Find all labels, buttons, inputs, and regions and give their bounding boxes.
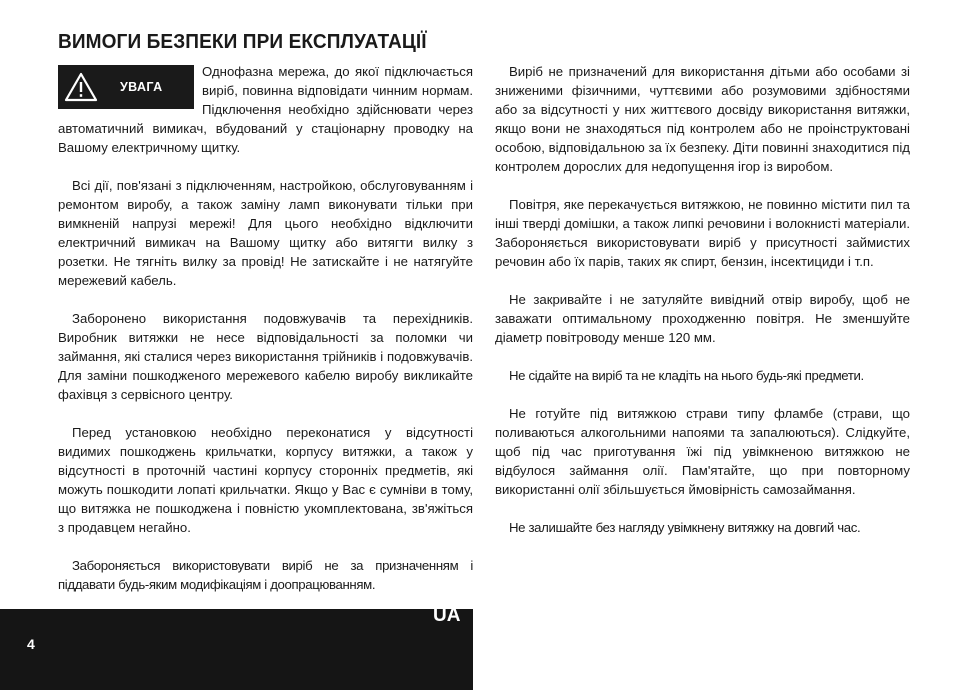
paragraph: Всі дії, пов'язані з підключенням, настройкою, обслуговуванням і ремонтом виробу, а також заміну ламп виконувати тільки при вимкненій напрузі мережі! Для цього необхідно відключити електричний вимикач на Вашому щитку або витягти вилку з розетки. Не тягніть вилку за провід! Не затискайте і не натягуйте мережевий кабель. <box>58 178 473 288</box>
language-code: UA <box>433 605 461 626</box>
paragraph: Не готуйте під витяжкою страви типу фламбе (страви, що поливаються алкогольними напоями та запалюються). Слідкуйте, щоб під час приготування їжі під увімкненою витяжкою не відбулося займання олії. Пам'ятайте, що при повторному використанні олії збільшується ймовірність самозаймання. <box>495 406 910 497</box>
right-column <box>495 62 910 556</box>
warning-label: УВАГА <box>120 79 163 94</box>
paragraph: Забороняється використовувати виріб не за призначенням і піддавати будь-яким модифікаціям і доопрацюванням. <box>58 558 473 592</box>
paragraph: Однофазна мережа, до якої підключається виріб, повинна відповідати чинним нормам. Підключення необхідно здійснювати через автоматичний вимикач, вбудований у стаціонарну проводку на Вашому електричному щитку. <box>58 64 473 155</box>
warning-triangle-icon <box>64 71 98 103</box>
page-title: ВИМОГИ БЕЗПЕКИ ПРИ ЕКСПЛУАТАЦІЇ <box>58 30 427 53</box>
paragraph: Не закривайте і не затуляйте вивідний отвір виробу, щоб не заважати оптимальному проходженню повітря. Не зменшуйте діаметр повітроводу менше 120 мм. <box>495 292 910 345</box>
paragraph: Не залишайте без нагляду увімкнену витяжку на довгий час. <box>509 520 861 535</box>
page-number: 4 <box>27 636 35 652</box>
paragraph: Заборонено використання подовжувачів та перехідників. Виробник витяжки не несе відповідальності за поломки чи займання, які сталися через використання трійників і подовжувачів. Для заміни пошкодженого мережевого кабелю виробу викликайте фахівця з сервісного центру. <box>58 311 473 402</box>
left-column <box>58 62 473 613</box>
paragraph: Повітря, яке перекачується витяжкою, не повинно містити пил та інші тверді домішки, а також липкі речовини і волокнисті матеріали. Забороняється використовувати виріб у присутності займистих речовин або їх парів, таких як спирт, бензин, інсектициди і т.п. <box>495 197 910 269</box>
warning-badge <box>58 65 194 109</box>
paragraph: Виріб не призначений для використання дітьми або особами зі зниженими фізичними, чуттєвими або розумовими здібностями або за відсутності у них життєвого досвіду використання витяжки, якщо вони не знаходяться під контролем або не проінструктовані особою, відповідальною за їх безпеку. Діти повинні знаходитися під контролем дорослих для недопущення ігор із виробом. <box>495 64 910 174</box>
paragraph: Не сідайте на виріб та не кладіть на нього будь-які предмети. <box>509 368 864 383</box>
paragraph: Перед установкою необхідно переконатися у відсутності видимих пошкоджень крильчатки, корпусу витяжки, а також у відсутності в проточній частині корпусу сторонніх предметів, які можуть пошкодити лопаті крильчатки. Якщо у Вас є сумніви в тому, що витяжка не пошкоджена і повністю укомплектована, зв'яжіться з продавцем негайно. <box>58 425 473 535</box>
footer-bar <box>0 609 473 690</box>
